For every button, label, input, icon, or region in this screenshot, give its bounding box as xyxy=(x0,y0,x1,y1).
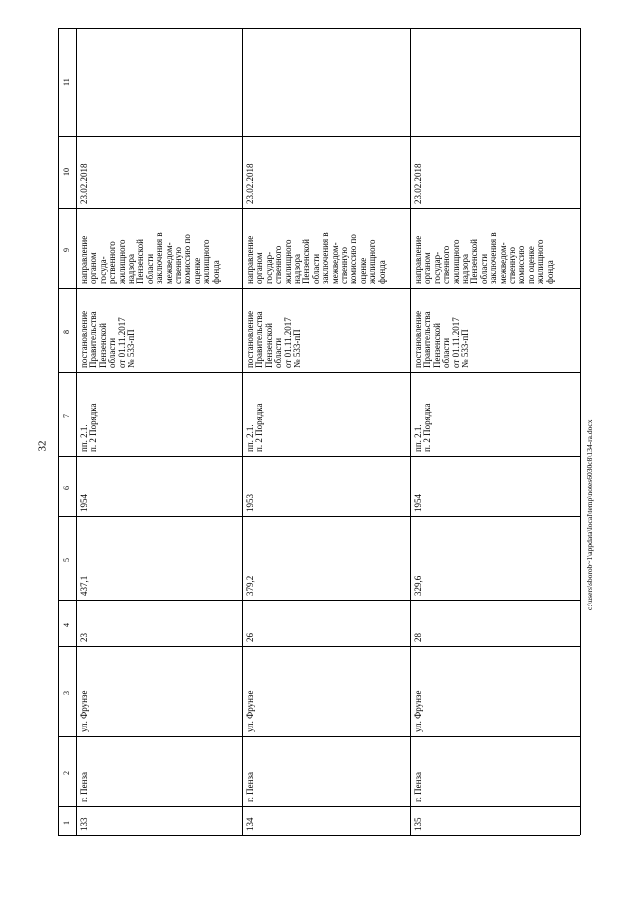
cell-act: Правительства xyxy=(254,311,265,368)
cell-basis: государ- xyxy=(263,251,274,284)
table-hline xyxy=(58,288,580,289)
cell-date: 23.02.2018 xyxy=(79,163,89,204)
cell-criteria: пп. 2.1. xyxy=(79,424,89,452)
cell-act: Пензенской xyxy=(431,323,442,368)
cell-act: Пензенской xyxy=(263,323,274,368)
cell-basis: ственную xyxy=(507,247,517,284)
cell-locality: г. Пенза xyxy=(245,771,255,802)
cell-act: области xyxy=(441,337,452,368)
cell-basis: жилищного xyxy=(535,239,546,284)
cell-house: 23 xyxy=(79,633,89,642)
cell-basis: межведом- xyxy=(163,242,174,284)
cell-act: от 01.11.2017 xyxy=(282,317,293,368)
table-hline xyxy=(58,136,580,137)
cell-basis: комиссию по xyxy=(182,234,193,284)
cell-street: ул. Фрунзе xyxy=(413,690,423,732)
column-number-11: 11 xyxy=(62,78,71,86)
cell-locality: г. Пенза xyxy=(79,771,89,802)
cell-basis: Пензенской xyxy=(301,239,312,284)
cell-act: области xyxy=(273,337,284,368)
cell-basis: комиссию xyxy=(516,245,527,284)
cell-street: ул. Фрунзе xyxy=(245,690,255,732)
page-number: 32 xyxy=(36,440,49,452)
cell-act: Правительства xyxy=(422,311,433,368)
column-number-3: 3 xyxy=(62,691,71,695)
cell-basis: Пензенской xyxy=(135,239,146,284)
cell-num: 133 xyxy=(79,817,89,831)
cell-basis: надзора xyxy=(126,254,136,284)
column-number-2: 2 xyxy=(62,771,71,775)
cell-basis: ственную xyxy=(173,247,183,284)
table-hline xyxy=(58,516,580,517)
cell-basis: органом xyxy=(254,252,265,284)
table-hline xyxy=(58,806,580,807)
column-number-8: 8 xyxy=(62,330,71,334)
cell-act: постановление xyxy=(413,310,423,368)
cell-basis: области xyxy=(478,253,489,284)
cell-house: 28 xyxy=(413,633,423,642)
cell-act: Пензенской xyxy=(97,323,108,368)
cell-num: 135 xyxy=(413,817,423,831)
cell-criteria: п. 2 Порядка xyxy=(254,403,265,452)
cell-act: постановление xyxy=(245,310,255,368)
cell-basis: области xyxy=(310,253,321,284)
cell-basis: жилищного xyxy=(367,239,378,284)
cell-basis: госуда- xyxy=(97,256,108,284)
table-hline xyxy=(58,208,580,209)
cell-basis: фонда xyxy=(544,260,555,284)
cell-basis: жилищного xyxy=(116,239,127,284)
cell-criteria: пп. 2.1. xyxy=(413,424,423,452)
cell-basis: направление xyxy=(79,235,89,284)
cell-basis: ственного xyxy=(273,245,284,284)
cell-area: 329,6 xyxy=(413,575,423,596)
cell-basis: ственного xyxy=(441,245,452,284)
column-number-5: 5 xyxy=(62,558,71,562)
cell-locality: г. Пенза xyxy=(413,771,423,802)
cell-basis: межведом- xyxy=(497,242,508,284)
cell-basis: фонда xyxy=(210,260,221,284)
column-number-10: 10 xyxy=(62,168,71,176)
cell-basis: фонда xyxy=(376,260,387,284)
cell-street: ул. Фрунзе xyxy=(79,690,89,732)
table-vline xyxy=(580,28,581,835)
cell-basis: ственную xyxy=(339,247,349,284)
cell-basis: жилищного xyxy=(282,239,293,284)
cell-date: 23.02.2018 xyxy=(413,163,423,204)
cell-basis: Пензенской xyxy=(469,239,480,284)
cell-basis: жилищного xyxy=(201,239,212,284)
cell-area: 379,2 xyxy=(245,575,255,596)
table-vline xyxy=(242,28,243,835)
cell-basis: оценке xyxy=(191,257,202,284)
cell-basis: рственного xyxy=(107,241,118,284)
cell-criteria: п. 2 Порядка xyxy=(88,403,99,452)
cell-basis: надзора xyxy=(292,254,302,284)
table-hline xyxy=(58,28,580,29)
cell-act: № 533-пП xyxy=(292,329,302,368)
cell-house: 26 xyxy=(245,633,255,642)
cell-basis: органом xyxy=(422,252,433,284)
footer-file-path: c:\users\sborob~1\appdata\local\temp\notes6030c8\134-ra.docx xyxy=(585,419,594,610)
cell-year: 1954 xyxy=(79,494,89,512)
cell-date: 23.02.2018 xyxy=(245,163,255,204)
table-vline xyxy=(76,28,77,835)
cell-basis: направление xyxy=(413,235,423,284)
cell-criteria: пп. 2.1. xyxy=(245,424,255,452)
cell-basis: межведом- xyxy=(329,242,340,284)
cell-act: от 01.11.2017 xyxy=(116,317,127,368)
cell-basis: надзора xyxy=(460,254,470,284)
cell-basis: направление xyxy=(245,235,255,284)
column-number-6: 6 xyxy=(62,486,71,490)
table-hline xyxy=(58,372,580,373)
cell-basis: по оценке xyxy=(525,246,536,284)
table-vline xyxy=(58,28,59,835)
cell-basis: заключения в xyxy=(320,232,331,284)
table-hline xyxy=(58,835,580,836)
cell-area: 437,1 xyxy=(79,575,89,596)
cell-act: области xyxy=(107,337,118,368)
cell-criteria: п. 2 Порядка xyxy=(422,403,433,452)
cell-basis: органом xyxy=(88,252,99,284)
rotated-table xyxy=(58,28,580,835)
cell-act: постановление xyxy=(79,310,89,368)
cell-act: № 533-пП xyxy=(460,329,470,368)
cell-basis: комиссию по xyxy=(348,234,359,284)
cell-year: 1954 xyxy=(413,494,423,512)
cell-basis: области xyxy=(144,253,155,284)
cell-basis: оценке xyxy=(357,257,368,284)
cell-basis: заключения в xyxy=(154,232,165,284)
column-number-4: 4 xyxy=(62,623,71,627)
table-hline xyxy=(58,456,580,457)
table-hline xyxy=(58,600,580,601)
cell-num: 134 xyxy=(245,817,255,831)
column-number-7: 7 xyxy=(62,414,71,418)
table-hline xyxy=(58,646,580,647)
cell-act: Правительства xyxy=(88,311,99,368)
cell-basis: жилищного xyxy=(450,239,461,284)
cell-year: 1953 xyxy=(245,494,255,512)
table-hline xyxy=(58,736,580,737)
cell-act: от 01.11.2017 xyxy=(450,317,461,368)
cell-act: № 533-пП xyxy=(126,329,136,368)
table-vline xyxy=(410,28,411,835)
cell-basis: государ- xyxy=(431,251,442,284)
column-number-1: 1 xyxy=(62,820,71,825)
cell-basis: заключения в xyxy=(488,232,499,284)
column-number-9: 9 xyxy=(62,248,71,252)
